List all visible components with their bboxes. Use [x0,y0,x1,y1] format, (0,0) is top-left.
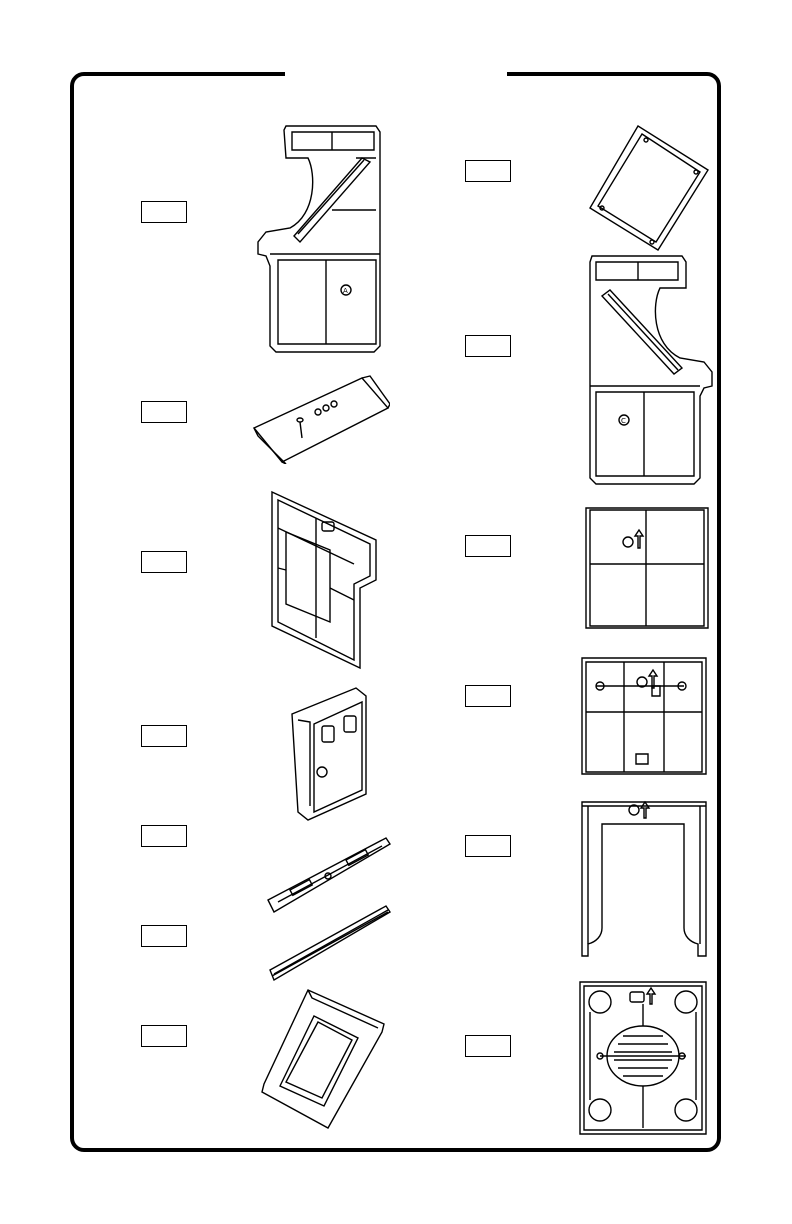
part-label-box [141,551,187,573]
part-label-box [465,835,511,857]
monitor-bezel-glass-drawing [258,988,388,1130]
control-panel-drawing [252,374,390,464]
cabinet-side-right-drawing [588,254,714,486]
top-panel-drawing [588,124,712,252]
marquee-retainer-strip-drawing [268,904,392,984]
part-label-box [141,725,187,747]
part-label-box [141,825,187,847]
bottom-panel-drawing [580,656,708,776]
part-label-box [141,1025,187,1047]
speaker-board-drawing [578,980,708,1136]
part-label-box [465,685,511,707]
svg-text:A: A [343,287,348,295]
svg-text:C: C [621,417,626,425]
part-label-box [465,535,511,557]
part-label-box [141,201,187,223]
part-label-box [465,335,511,357]
cabinet-side-left-drawing [256,124,382,354]
part-label-box [465,160,511,182]
part-label-box [141,401,187,423]
coin-door-drawing [290,686,372,822]
part-label-box [141,925,187,947]
part-label-box [465,1035,511,1057]
front-bezel-frame-drawing [256,488,382,670]
back-panel-drawing [584,506,710,630]
frame-title [285,62,507,82]
monitor-shelf-drawing [580,798,708,958]
